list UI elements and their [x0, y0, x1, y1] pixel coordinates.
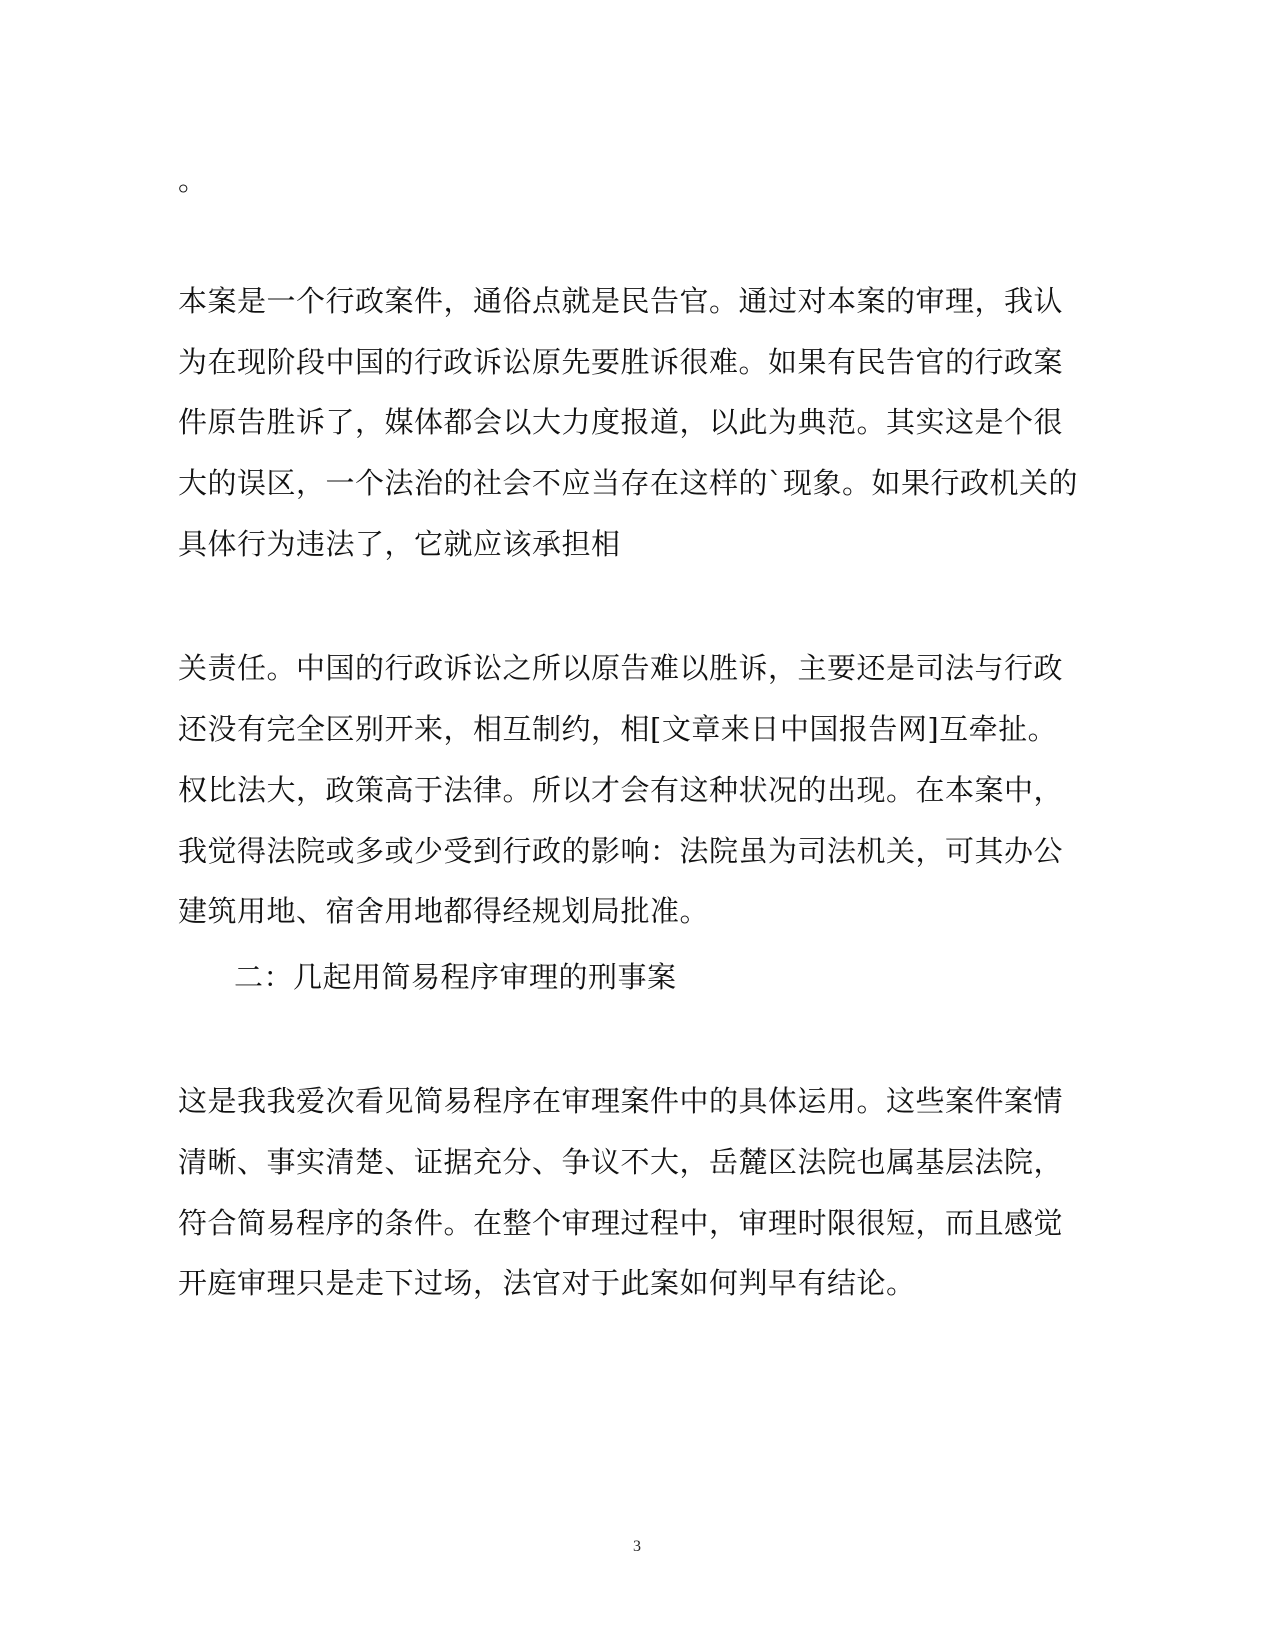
paragraph-line: 这是我我爱次看见简易程序在审理案件中的具体运用。这些案件案情 — [178, 1084, 1064, 1118]
paragraph-line: 为在现阶段中国的行政诉讼原先要胜诉很难。如果有民告官的行政案 — [178, 345, 1064, 379]
paragraph-line: 清晰、事实清楚、证据充分、争议不大，岳麓区法院也属基层法院， — [178, 1145, 1064, 1179]
paragraph-line: 权比法大，政策高于法律。所以才会有这种状况的出现。在本案中， — [178, 773, 1064, 807]
paragraph-line: 我觉得法院或多或少受到行政的影响：法院虽为司法机关，可其办公 — [178, 834, 1064, 868]
section-heading: 二：几起用简易程序审理的刑事案 — [234, 960, 677, 994]
page-number: 3 — [633, 1538, 641, 1555]
text-fragment: 。 — [178, 163, 208, 197]
paragraph-line: 符合简易程序的条件。在整个审理过程中，审理时限很短，而且感觉 — [178, 1206, 1064, 1240]
paragraph-line: 还没有完全区别开来，相互制约，相[文章来日中国报告网]互牵扯。 — [178, 712, 1058, 746]
paragraph-line: 本案是一个行政案件，通俗点就是民告官。通过对本案的审理，我认 — [178, 284, 1064, 318]
paragraph-line: 开庭审理只是走下过场，法官对于此案如何判早有结论。 — [178, 1266, 916, 1300]
paragraph-line: 建筑用地、宿舍用地都得经规划局批准。 — [178, 894, 710, 928]
paragraph-line: 关责任。中国的行政诉讼之所以原告难以胜诉，主要还是司法与行政 — [178, 651, 1064, 685]
paragraph-line: 件原告胜诉了，媒体都会以大力度报道，以此为典范。其实这是个很 — [178, 405, 1064, 439]
paragraph-line: 具体行为违法了，它就应该承担相 — [178, 527, 621, 561]
paragraph-line: 大的误区，一个法治的社会不应当存在这样的`现象。如果行政机关的 — [178, 466, 1079, 500]
